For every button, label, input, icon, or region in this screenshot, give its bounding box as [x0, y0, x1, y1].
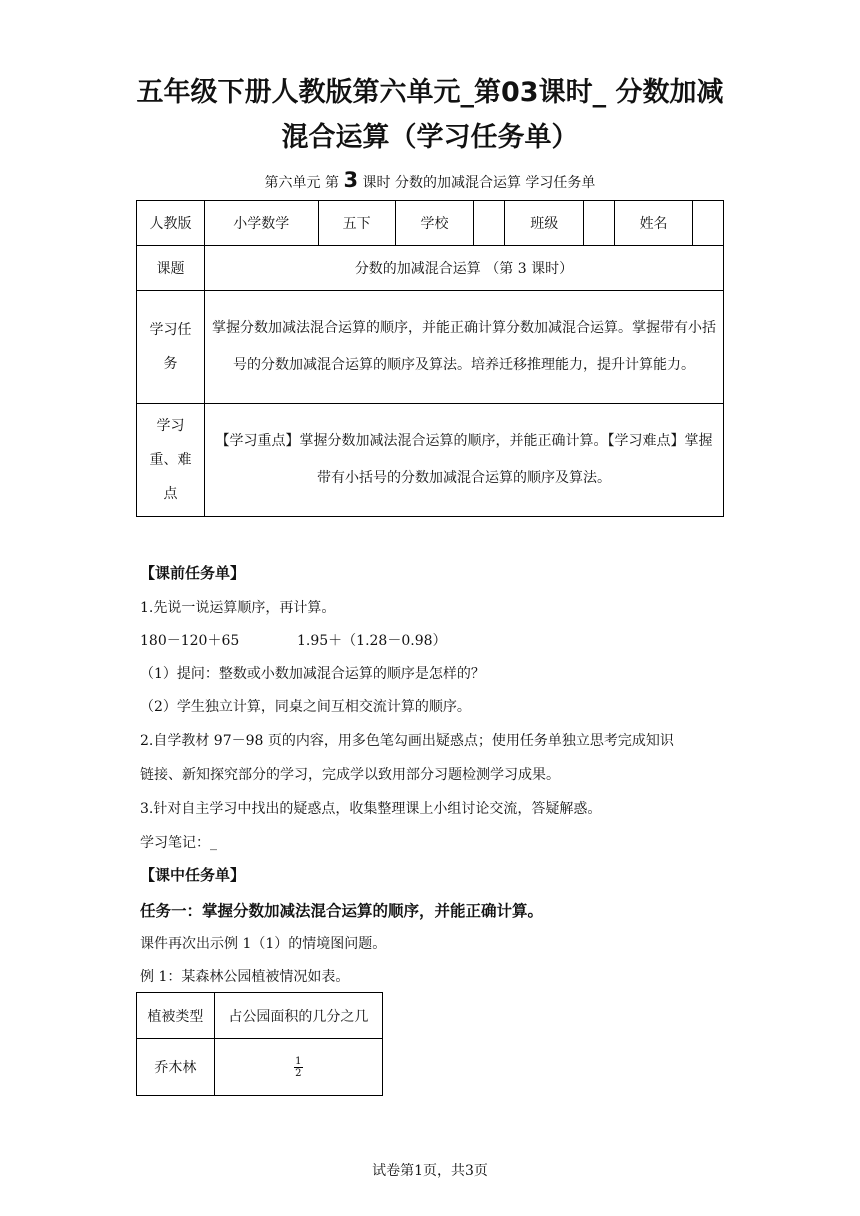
vegetation-header-row: [137, 993, 383, 1039]
topic-value: 分数的加减混合运算 （第 3 课时）: [204, 246, 723, 291]
key-label-part2: 重、难: [149, 452, 192, 468]
pre-class-item3: 3.针对自主学习中找出的疑惑点，收集整理课上小组讨论交流，答疑解惑。: [140, 801, 602, 817]
school-label-cell: 学校: [395, 201, 474, 246]
class-label-cell: 班级: [505, 201, 584, 246]
key-label-part1: 学习: [156, 418, 185, 434]
lesson-info-table: [136, 200, 724, 517]
document-title-line1: 五年级下册人教版第六单元_第03课时_ 分数加减: [136, 77, 724, 108]
key-label-part3: 点: [163, 486, 178, 502]
pre-class-expr2: 1.95＋（1.28－0.98）: [297, 633, 447, 649]
subject-cell: 小学数学: [204, 201, 318, 246]
publisher-cell: 人教版: [137, 201, 205, 246]
pre-class-item2-line2: 链接、新知探究部分的学习，完成学以致用部分习题检测学习成果。: [140, 767, 560, 783]
task-label-part2: 务: [163, 356, 178, 372]
subtitle-prefix: 第六单元 第: [264, 175, 339, 191]
document-title-line2: 混合运算（学习任务单）: [281, 122, 579, 153]
class-value-cell[interactable]: [584, 201, 615, 246]
subtitle-suffix: 课时 分数的加减混合运算 学习任务单: [362, 175, 596, 191]
fraction-denominator: 2: [295, 1067, 302, 1079]
fraction-numerator: 1: [295, 1055, 302, 1067]
pre-class-item2-line1: 2.自学教材 97－98 页的内容，用多色笔勾画出疑惑点；使用任务单独立思考完成知识: [140, 733, 674, 749]
vegetation-type-cell: 乔木林: [137, 1039, 215, 1096]
task1-title: 任务一：掌握分数加减法混合运算的顺序，并能正确计算。: [140, 902, 544, 920]
pre-class-q1: （1）提问：整数或小数加减混合运算的顺序是怎样的？: [140, 666, 485, 682]
pre-class-heading: 【课前任务单】: [140, 564, 246, 582]
fraction: [294, 1056, 302, 1079]
info-row-key-points: [137, 404, 724, 517]
in-class-line2: 例 1：某森林公园植被情况如表。: [140, 969, 350, 985]
vegetation-row: [137, 1039, 383, 1096]
topic-label: 课题: [137, 246, 205, 291]
pre-class-q2: （2）学生独立计算，同桌之间互相交流计算的顺序。: [140, 699, 471, 715]
task-text: 掌握分数加减法混合运算的顺序，并能正确计算分数加减混合运算。掌握带有小括号的分数加减混合运算的顺序及算法。培养迁移推理能力，提升计算能力。: [204, 291, 723, 404]
key-label: [137, 404, 205, 517]
subtitle: [0, 168, 860, 192]
vegetation-type-header: 植被类型: [137, 993, 215, 1039]
info-row-header: [137, 201, 724, 246]
task-label-part1: 学习任: [149, 322, 192, 338]
info-row-topic: [137, 246, 724, 291]
info-row-task: [137, 291, 724, 404]
vegetation-table: [136, 992, 383, 1096]
area-fraction-header: 占公园面积的几分之几: [214, 993, 382, 1039]
pre-class-expr1: 180－120＋65: [140, 633, 240, 649]
area-fraction-cell: [214, 1039, 382, 1096]
study-notes: 学习笔记：_: [140, 835, 217, 851]
name-label-cell: 姓名: [615, 201, 693, 246]
school-value-cell[interactable]: [474, 201, 505, 246]
in-class-line1: 课件再次出示例 1（1）的情境图问题。: [140, 936, 387, 952]
task-label: [137, 291, 205, 404]
name-value-cell[interactable]: [693, 201, 724, 246]
grade-cell: 五下: [318, 201, 395, 246]
key-points-text: 【学习重点】掌握分数加减法混合运算的顺序，并能正确计算。【学习难点】掌握带有小括号的分数加减混合运算的顺序及算法。: [204, 404, 723, 517]
in-class-heading: 【课中任务单】: [140, 866, 246, 884]
subtitle-lesson-number: 3: [343, 168, 359, 192]
pre-class-item1: 1.先说一说运算顺序，再计算。: [140, 600, 336, 616]
page-footer: 试卷第1页，共3页: [372, 1163, 488, 1179]
